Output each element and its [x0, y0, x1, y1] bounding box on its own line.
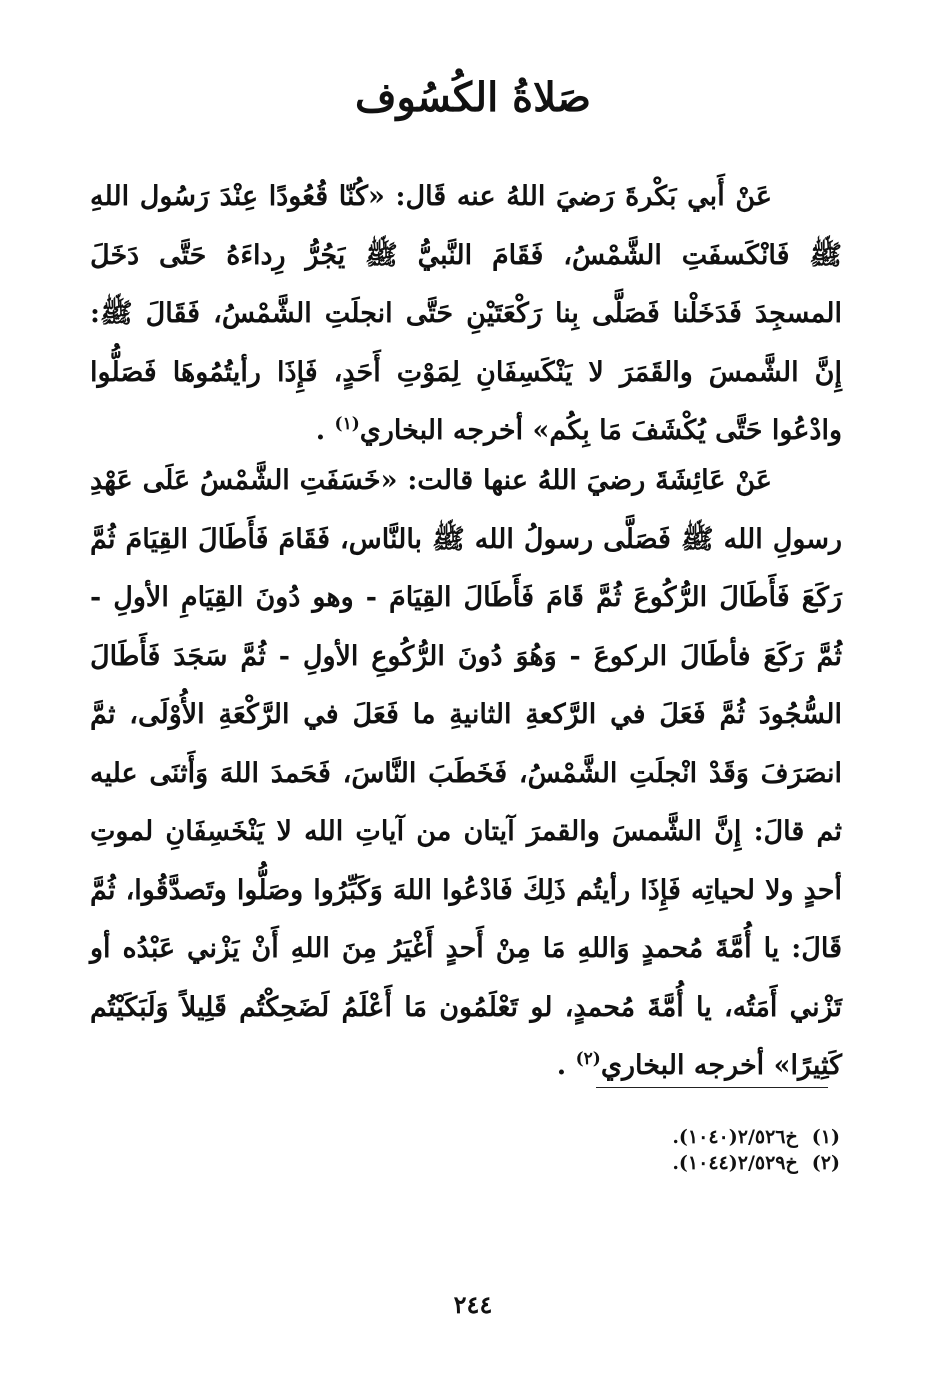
footnote-text: خ٢/٥٢٦(١٠٤٠). — [672, 1126, 798, 1148]
hadith-paragraph-1 — [90, 168, 842, 461]
page-number: ٢٤٤ — [453, 1290, 493, 1319]
footnote-reference-2[interactable]: (٢) — [575, 1049, 601, 1069]
hadith-2-end: . — [556, 1050, 576, 1081]
footnote-reference-1[interactable]: (١) — [334, 414, 360, 434]
chapter-title: صَلاةُ الكُسُوف — [355, 74, 591, 121]
footnote-item — [500, 1150, 840, 1176]
footnote-item — [500, 1124, 840, 1150]
hadith-1-end: . — [315, 415, 335, 446]
footnote-divider — [596, 1087, 828, 1088]
hadith-paragraph-2 — [90, 452, 842, 1096]
footnote-number: (٢) — [811, 1152, 840, 1174]
footnote-number: (١) — [811, 1126, 840, 1148]
hadith-1-text: عَنْ أَبي بَكْرةَ رَضيَ اللهُ عنه قَال: «كُنّا قُعُودًا عِنْدَ رَسُول اللهِ ﷺ فَانْكَسفَتِ الشَّمْسُ، فَقَامَ النَّبيُّ ﷺ يَجُرُّ رِداءَهُ حَتَّى دَخَلَ المسجِدَ فَدَخَلْنا فَصَلَّى بِنا رَكْعَتَيْنِ حَتَّى انجلَتِ الشَّمْسُ، فَقَالَ ﷺ: إِنَّ الشَّمسَ والقَمَرَ لا يَنْكَسِفَانِ لِمَوْتِ أَحَدٍ، فَإِذَا رأيتُمُوهَا فَصَلُّوا وادْعُوا حَتَّى يُكْشَفَ مَا بِكُم» أخرجه البخاري — [90, 181, 842, 446]
footnote-text: خ٢/٥٢٩(١٠٤٤). — [672, 1152, 798, 1174]
footnotes-list — [500, 1124, 840, 1176]
hadith-2-text: عَنْ عَائِشَةَ رضيَ اللهُ عنها قالت: «خَسَفَتِ الشَّمْسُ عَلَى عَهْدِ رسولِ الله ﷺ فَصَلَّى رسولُ الله ﷺ بالنَّاس، فَقَامَ فَأَطَالَ القِيَامَ ثُمَّ رَكَعَ فَأَطَالَ الرُّكُوعَ ثُمَّ قَامَ فَأَطَالَ القِيَامَ - وهو دُونَ القِيَامِ الأولِ - ثُمَّ رَكَعَ فأطَالَ الركوعَ - وَهُوَ دُونَ الرُّكُوعِ الأولِ - ثُمَّ سَجَدَ فَأَطَالَ السُّجُودَ ثُمَّ فَعَلَ في الرَّكعةِ الثانيةِ ما فَعَلَ في الرَّكْعَةِ الأُوْلَى، ثمَّ انصَرَفَ وَقَدْ انْجلَتِ الشَّمْسُ، فَخَطَبَ النَّاسَ، فَحَمدَ اللهَ وَأَثنَى عليه ثم قالَ: إِنَّ الشَّمسَ والقمرَ آيتان من آياتِ الله لا يَنْخَسِفَانِ لموتِ أحدٍ ولا لحياتِه فَإِذَا رأيتُم ذَلِكَ فَادْعُوا اللهَ وَكَبِّرُوا وصَلُّوا وتَصدَّقُوا، ثُمَّ قَالَ: يا أُمَّةَ مُحمدٍ وَاللهِ مَا مِنْ أَحدٍ أَغْيَرُ مِنَ اللهِ أَنْ يَزْني عَبْدُه أو تَزْني أَمَتُه، يا أُمَّةَ مُحمدٍ، لو تَعْلَمُون مَا أَعْلَمُ لَضَحِكْتُم قَلِيلاً وَلَبَكَيْتُم كَثِيرًا» أخرجه البخاري — [90, 465, 842, 1081]
